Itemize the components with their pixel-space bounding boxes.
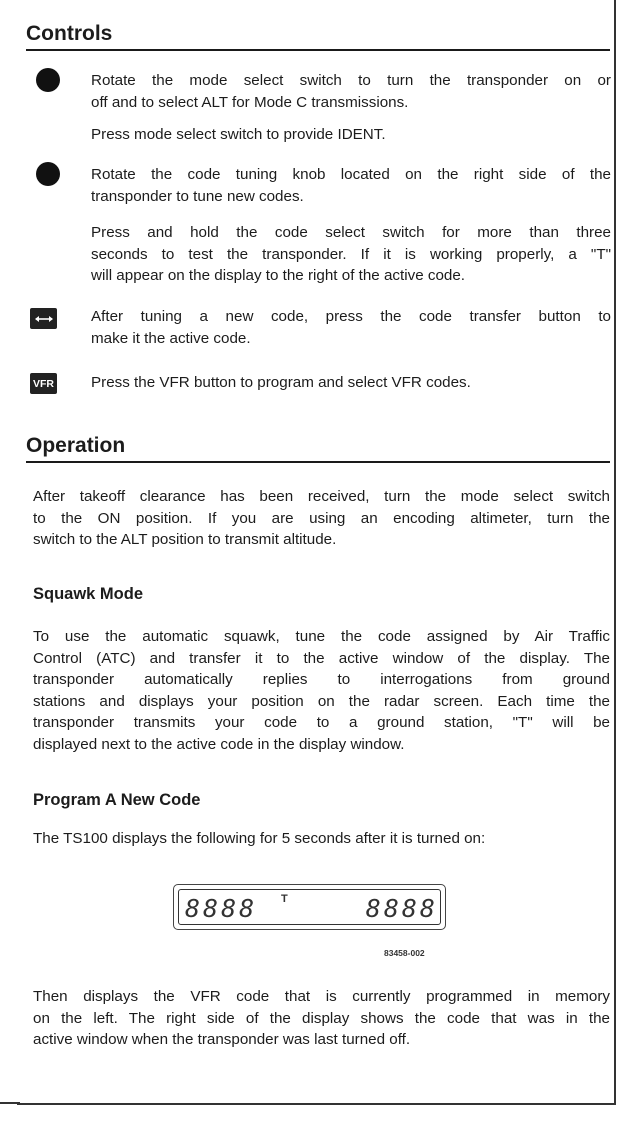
transfer-text: After tuning a new code, press the code transfer button to make it the active code.: [91, 308, 611, 347]
active-code-digits: 8888: [365, 894, 438, 923]
ident-text: Press mode select switch to provide IDENT.: [91, 126, 386, 143]
transfer-arrow-icon: [30, 308, 57, 329]
figure-number: 83458-002: [384, 948, 425, 958]
squawk-mode-heading: Squawk Mode: [33, 585, 144, 603]
operation-intro: After takeoff clearance has been received, turn the mode select switch to the ON position. If you are using an encoding altimeter, turn the switch to the ALT position to transmit altitude.: [33, 488, 610, 548]
vfr-code-digits: 8888: [185, 894, 258, 923]
double-arrow-icon: [34, 314, 54, 324]
controls-heading: Controls: [26, 22, 610, 51]
reply-indicator: T: [281, 893, 288, 905]
test-text: Press and hold the code select switch for more than three seconds to test the transponder. If it is working properly, a "T" will appear on the display to the right of the active code.: [91, 224, 611, 284]
knob-icon: [36, 68, 60, 92]
page-edge-mark: [0, 1102, 20, 1104]
vfr-text: Press the VFR button to program and select VFR codes.: [91, 374, 471, 391]
vfr-button-icon: VFR: [30, 373, 57, 394]
knob-icon: [36, 162, 60, 186]
program-code-text: Then displays the VFR code that is currently programmed in memory on the left. The right side of the display shows the code that was in the active window when the transponder was last turned off.: [33, 988, 610, 1048]
code-tuning-text: Rotate the code tuning knob located on the right side of the transponder to tune new codes.: [91, 166, 611, 205]
squawk-mode-text: To use the automatic squawk, tune the code assigned by Air Traffic Control (ATC) and transfer it to the active window of the display. The transponder automatically replies to interrogations from ground stations and displays your position on the radar screen. Each time the transponder transmits your code to a ground station, "T" will be displayed next to the active code in the display window.: [33, 628, 610, 753]
program-code-heading: Program A New Code: [33, 791, 201, 809]
display-window: [178, 889, 441, 925]
transponder-display: [173, 884, 446, 930]
operation-heading: Operation: [26, 434, 610, 463]
program-code-intro: The TS100 displays the following for 5 seconds after it is turned on:: [33, 830, 486, 847]
mode-select-text: Rotate the mode select switch to turn the transponder on or off and to select ALT for Mode C transmissions.: [91, 72, 611, 111]
